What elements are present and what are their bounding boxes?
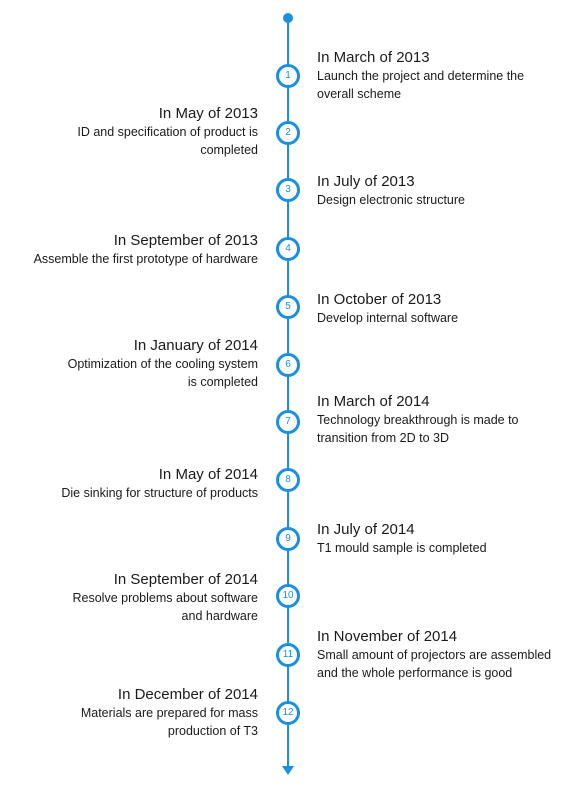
event-description-line: Materials are prepared for mass	[80, 706, 258, 720]
timeline-node-10: 10	[276, 584, 300, 608]
event-date: In January of 2014	[133, 337, 258, 354]
event-date: In May of 2013	[158, 105, 258, 122]
timeline-event	[0, 231, 258, 268]
event-description-line: Optimization of the cooling system	[67, 357, 258, 371]
timeline-node-2: 2	[276, 121, 300, 145]
timeline-node-11: 11	[276, 643, 300, 667]
timeline-node-9: 9	[276, 527, 300, 551]
event-date: In March of 2014	[317, 393, 430, 410]
event-description-line: Assemble the first prototype of hardware	[33, 252, 258, 266]
event-description-line: completed	[200, 143, 258, 157]
timeline-event	[317, 290, 567, 327]
event-description-line: overall scheme	[317, 87, 402, 101]
event-date: In September of 2014	[113, 571, 258, 588]
timeline-event	[317, 627, 567, 682]
event-description-line: Develop internal software	[317, 311, 459, 325]
event-description-line: Resolve problems about software	[72, 591, 258, 605]
event-description-line: production of T3	[167, 724, 258, 738]
event-date: In October of 2013	[317, 291, 442, 308]
timeline-event	[0, 570, 258, 625]
timeline-node-1: 1	[276, 64, 300, 88]
event-description-line: ID and specification of product is	[77, 125, 258, 139]
timeline-node-8: 8	[276, 468, 300, 492]
timeline-event	[317, 392, 567, 447]
event-date: In September of 2013	[113, 232, 258, 249]
timeline-start-dot	[283, 13, 293, 23]
event-description-line: is completed	[187, 375, 258, 389]
event-description-line: transition from 2D to 3D	[317, 431, 449, 445]
event-description-line: Launch the project and determine the	[317, 69, 525, 83]
timeline-event	[0, 685, 258, 740]
timeline-node-4: 4	[276, 237, 300, 261]
event-description-line: and the whole performance is good	[317, 666, 513, 680]
timeline-event	[0, 336, 258, 391]
timeline-node-3: 3	[276, 178, 300, 202]
event-date: In November of 2014	[317, 628, 458, 645]
event-description-line: Small amount of projectors are assembled	[317, 648, 552, 662]
event-date: In July of 2014	[317, 521, 415, 538]
timeline-event	[0, 104, 258, 159]
event-description-line: Technology breakthrough is made to	[317, 413, 519, 427]
event-date: In March of 2013	[317, 49, 430, 66]
timeline-event	[317, 172, 567, 209]
timeline-event	[317, 520, 567, 557]
timeline-event	[0, 465, 258, 502]
event-date: In May of 2014	[158, 466, 258, 483]
timeline-event	[317, 48, 567, 103]
event-description-line: Design electronic structure	[317, 193, 465, 207]
timeline-node-12: 12	[276, 701, 300, 725]
timeline-end-arrow	[282, 766, 294, 775]
timeline-node-6: 6	[276, 353, 300, 377]
event-description-line: T1 mould sample is completed	[317, 541, 487, 555]
timeline-node-5: 5	[276, 295, 300, 319]
event-date: In July of 2013	[317, 173, 415, 190]
timeline-node-7: 7	[276, 410, 300, 434]
event-description-line: Die sinking for structure of products	[61, 486, 258, 500]
event-date: In December of 2014	[117, 686, 258, 703]
event-description-line: and hardware	[181, 609, 258, 623]
